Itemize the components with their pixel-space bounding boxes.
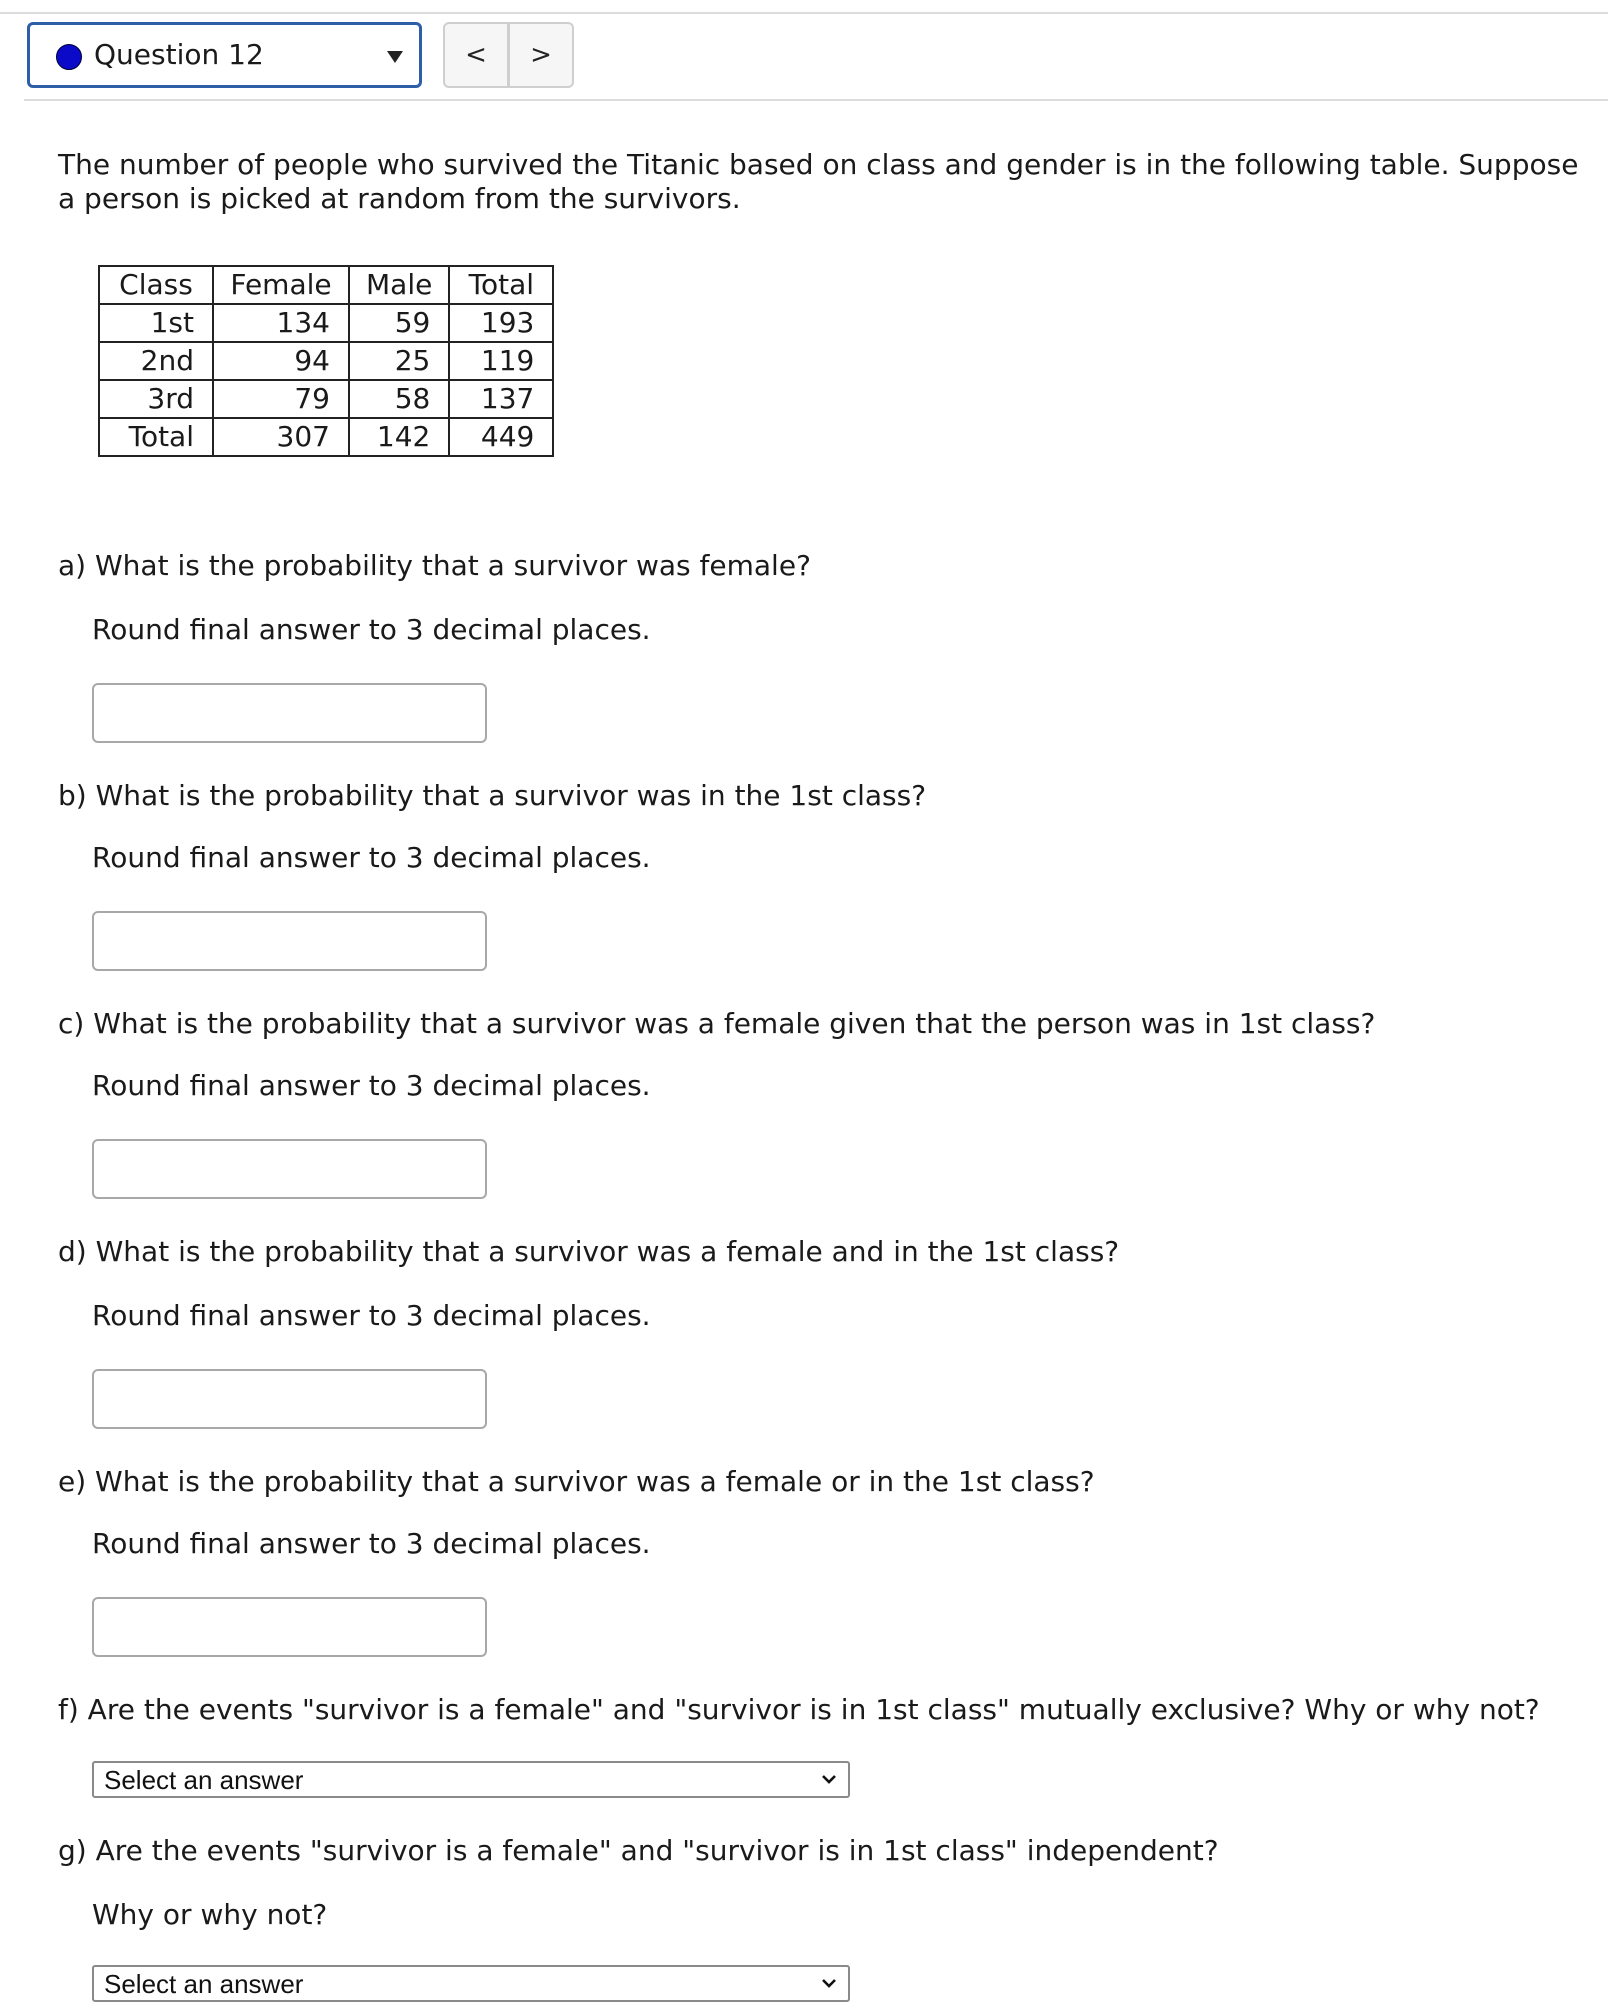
question-status-dot-icon <box>56 44 82 70</box>
part-a-answer-input[interactable] <box>92 683 487 743</box>
part-b-instruction: Round final answer to 3 decimal places. <box>92 841 651 874</box>
part-c-instruction: Round final answer to 3 decimal places. <box>92 1069 651 1102</box>
question-intro-line-2: a person is picked at random from the survivors. <box>58 182 741 215</box>
part-d-question: d) What is the probability that a survivor was a female and in the 1st class? <box>58 1235 1120 1268</box>
part-b-answer-input[interactable] <box>92 911 487 971</box>
part-g-answer-select[interactable] <box>92 1965 850 2002</box>
table-header-cell: Total <box>449 266 553 304</box>
part-e-instruction: Round final answer to 3 decimal places. <box>92 1527 651 1560</box>
part-f-answer-select[interactable] <box>92 1761 850 1798</box>
part-c-answer-input[interactable] <box>92 1139 487 1199</box>
question-selector-label: Question 12 <box>94 38 264 71</box>
table-cell: 193 <box>449 304 553 342</box>
part-c-question: c) What is the probability that a survivor was a female given that the person was in 1st class? <box>58 1007 1376 1040</box>
part-e-answer-input[interactable] <box>92 1597 487 1657</box>
table-cell: 94 <box>213 342 349 380</box>
survivor-table <box>98 265 554 457</box>
part-d-instruction: Round final answer to 3 decimal places. <box>92 1299 651 1332</box>
table-cell: 307 <box>213 418 349 456</box>
caret-down-icon <box>387 51 403 63</box>
top-divider <box>0 12 1608 14</box>
part-d-answer-input[interactable] <box>92 1369 487 1429</box>
next-question-button[interactable] <box>508 22 574 88</box>
table-cell: 59 <box>349 304 449 342</box>
part-e-question: e) What is the probability that a survivor was a female or in the 1st class? <box>58 1465 1095 1498</box>
table-cell: 58 <box>349 380 449 418</box>
table-cell: 119 <box>449 342 553 380</box>
chevron-down-icon <box>820 1770 838 1788</box>
table-cell: 449 <box>449 418 553 456</box>
table-cell: 2nd <box>99 342 213 380</box>
question-selector[interactable] <box>27 22 422 88</box>
table-row <box>99 342 553 380</box>
table-cell: 3rd <box>99 380 213 418</box>
table-total-row <box>99 418 553 456</box>
part-g-question: g) Are the events "survivor is a female" and "survivor is in 1st class" independent? <box>58 1834 1219 1867</box>
table-header-row <box>99 266 553 304</box>
part-f-select-value: Select an answer <box>104 1765 304 1795</box>
table-row <box>99 380 553 418</box>
nav-divider <box>24 99 1608 101</box>
table-header-cell: Female <box>213 266 349 304</box>
table-cell: 142 <box>349 418 449 456</box>
part-g-instruction: Why or why not? <box>92 1898 328 1931</box>
table-cell: 1st <box>99 304 213 342</box>
table-row <box>99 304 553 342</box>
previous-question-button[interactable] <box>443 22 509 88</box>
table-cell: 134 <box>213 304 349 342</box>
part-g-select-value: Select an answer <box>104 1969 304 1999</box>
question-intro-line-1: The number of people who survived the Titanic based on class and gender is in the following table. Suppose <box>58 148 1579 181</box>
table-header-cell: Class <box>99 266 213 304</box>
part-a-instruction: Round final answer to 3 decimal places. <box>92 613 651 646</box>
chevron-down-icon <box>820 1974 838 1992</box>
table-cell: 79 <box>213 380 349 418</box>
table-cell: 25 <box>349 342 449 380</box>
table-cell: 137 <box>449 380 553 418</box>
table-cell: Total <box>99 418 213 456</box>
part-f-question: f) Are the events "survivor is a female" and "survivor is in 1st class" mutually exclusive? Why or why not? <box>58 1693 1540 1726</box>
chevron-left-icon: < <box>465 40 487 70</box>
table-header-cell: Male <box>349 266 449 304</box>
chevron-right-icon: > <box>530 40 552 70</box>
part-b-question: b) What is the probability that a survivor was in the 1st class? <box>58 779 927 812</box>
part-a-question: a) What is the probability that a survivor was female? <box>58 549 811 582</box>
